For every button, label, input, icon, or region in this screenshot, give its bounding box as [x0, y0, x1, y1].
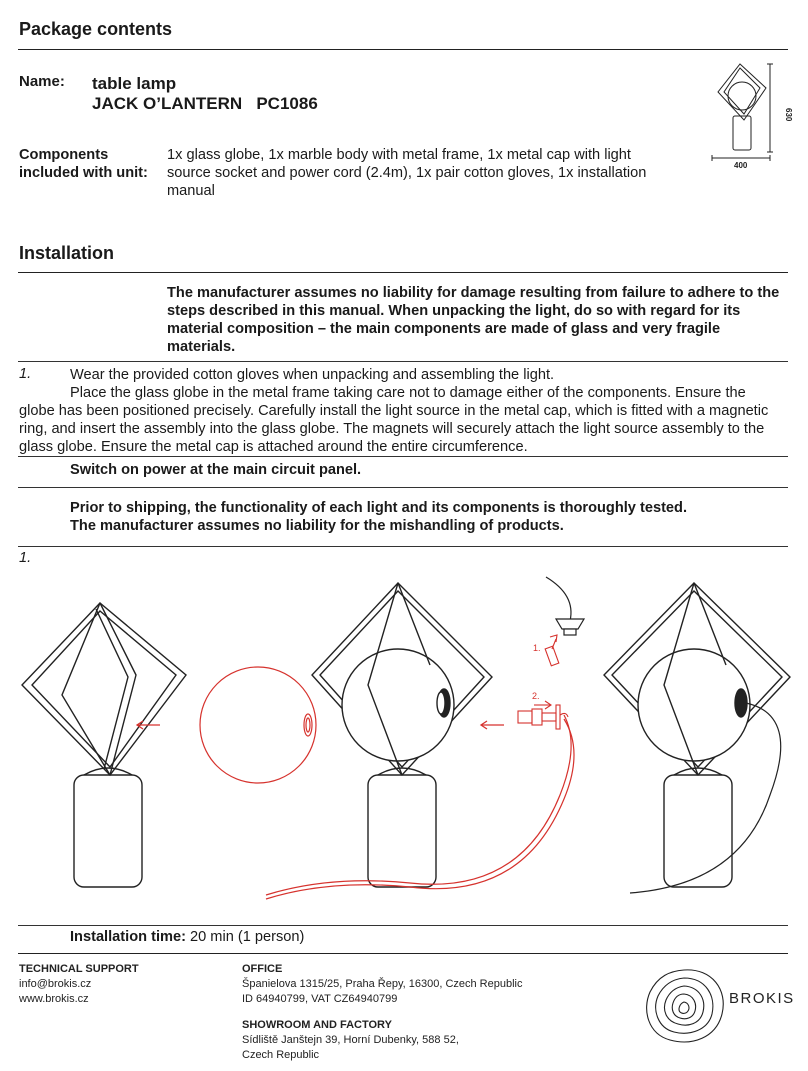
sub-step-2: 2. — [532, 691, 540, 701]
divider — [18, 456, 788, 457]
arrow-icon — [481, 721, 504, 729]
office-address: Španielova 1315/25, Praha Řepy, 16300, Czech Republic — [242, 978, 523, 990]
shipping-note-line1: Prior to shipping, the functionality of each light and its components is thoroughly tested. — [70, 500, 688, 516]
installation-time — [70, 929, 304, 945]
shipping-note-line2: The manufacturer assumes no liability for the mishandling of products. — [70, 518, 564, 534]
showroom-heading: SHOWROOM AND FACTORY — [242, 1019, 392, 1031]
brand-name: BROKIS — [729, 990, 795, 1007]
frame-outer — [22, 603, 186, 775]
installation-heading: Installation — [19, 243, 115, 263]
office-heading: OFFICE — [242, 963, 283, 975]
components-label — [19, 146, 148, 182]
installation-time-value: 20 min (1 person) — [190, 929, 305, 945]
product-model: JACK O’LANTERN PC1086 — [92, 94, 318, 113]
technical-support — [19, 962, 139, 1007]
divider — [18, 361, 788, 362]
power-note: Switch on power at the main circuit panel. — [70, 462, 362, 478]
figure-number: 1. — [19, 550, 32, 566]
support-website[interactable]: www.brokis.cz — [19, 993, 89, 1005]
step-number: 1. — [19, 366, 32, 382]
components-text: 1x glass globe, 1x marble body with metal frame, 1x metal cap with light source socket and power cord (2.4m), 1x pair cotton gloves, 1x installation manual — [167, 147, 647, 199]
support-email[interactable]: info@brokis.cz — [19, 978, 92, 990]
glass-globe — [200, 667, 316, 783]
lamp-frame-step — [22, 603, 186, 887]
divider — [18, 49, 788, 50]
lamp-assembled — [604, 583, 790, 893]
dimension-sketch — [700, 58, 796, 173]
step-line1: Wear the provided cotton gloves when unpacking and assembling the light. — [70, 367, 555, 383]
dim-width: 400 — [734, 161, 748, 170]
step-instructions: Place the glass globe in the metal frame taking care not to damage either of the components. Ensure the globe has been positioned precisely. Carefully install the light source in the metal cap, which is fitted with a magnetic ring, and insert the assembly into the glass globe. The magnets will securely attach the light source assembly to the glass globe. Ensure the metal cap is attached around the entire circumference. — [19, 385, 769, 455]
light-source-bulb — [545, 635, 559, 666]
support-heading: TECHNICAL SUPPORT — [19, 963, 139, 975]
light-source-assembly — [518, 705, 568, 729]
package-contents-heading: Package contents — [19, 19, 173, 39]
sub-step-1: 1. — [533, 643, 541, 653]
showroom-address-line1: Sídliště Janštejn 39, Horní Dubenky, 588 52, — [242, 1034, 459, 1046]
divider — [18, 953, 788, 954]
dim-height: 630 — [784, 108, 793, 122]
lamp-globe-step — [312, 583, 492, 887]
divider — [18, 272, 788, 273]
assembly-illustration — [0, 565, 808, 925]
liability-warning: The manufacturer assumes no liability for damage resulting from failure to adhere to the steps described in this manual. When unpacking the light, do so with regard for its material composition – the main components are made of glass and very fragile materials. — [167, 285, 780, 355]
arrow-icon — [534, 701, 551, 709]
base-outline — [733, 116, 751, 150]
name-label: Name: — [19, 73, 65, 90]
arrow-icon — [137, 721, 160, 729]
brokis-logo-icon — [640, 966, 730, 1048]
office-ids: ID 64940799, VAT CZ64940799 — [242, 993, 398, 1005]
installation-time-label: Installation time: — [70, 929, 186, 945]
shipping-note — [70, 499, 687, 535]
divider — [18, 925, 788, 926]
marble-base — [74, 775, 142, 887]
globe-outline — [728, 82, 756, 110]
components-label-line1: Components — [19, 147, 109, 163]
showroom-address-line2: Czech Republic — [242, 1049, 320, 1061]
divider — [18, 487, 788, 488]
components-label-line2: included with unit: — [19, 165, 148, 181]
divider — [18, 546, 788, 547]
office-info — [242, 962, 522, 1063]
metal-cap — [556, 619, 584, 635]
product-name — [92, 74, 318, 114]
product-type: table lamp — [92, 74, 177, 93]
